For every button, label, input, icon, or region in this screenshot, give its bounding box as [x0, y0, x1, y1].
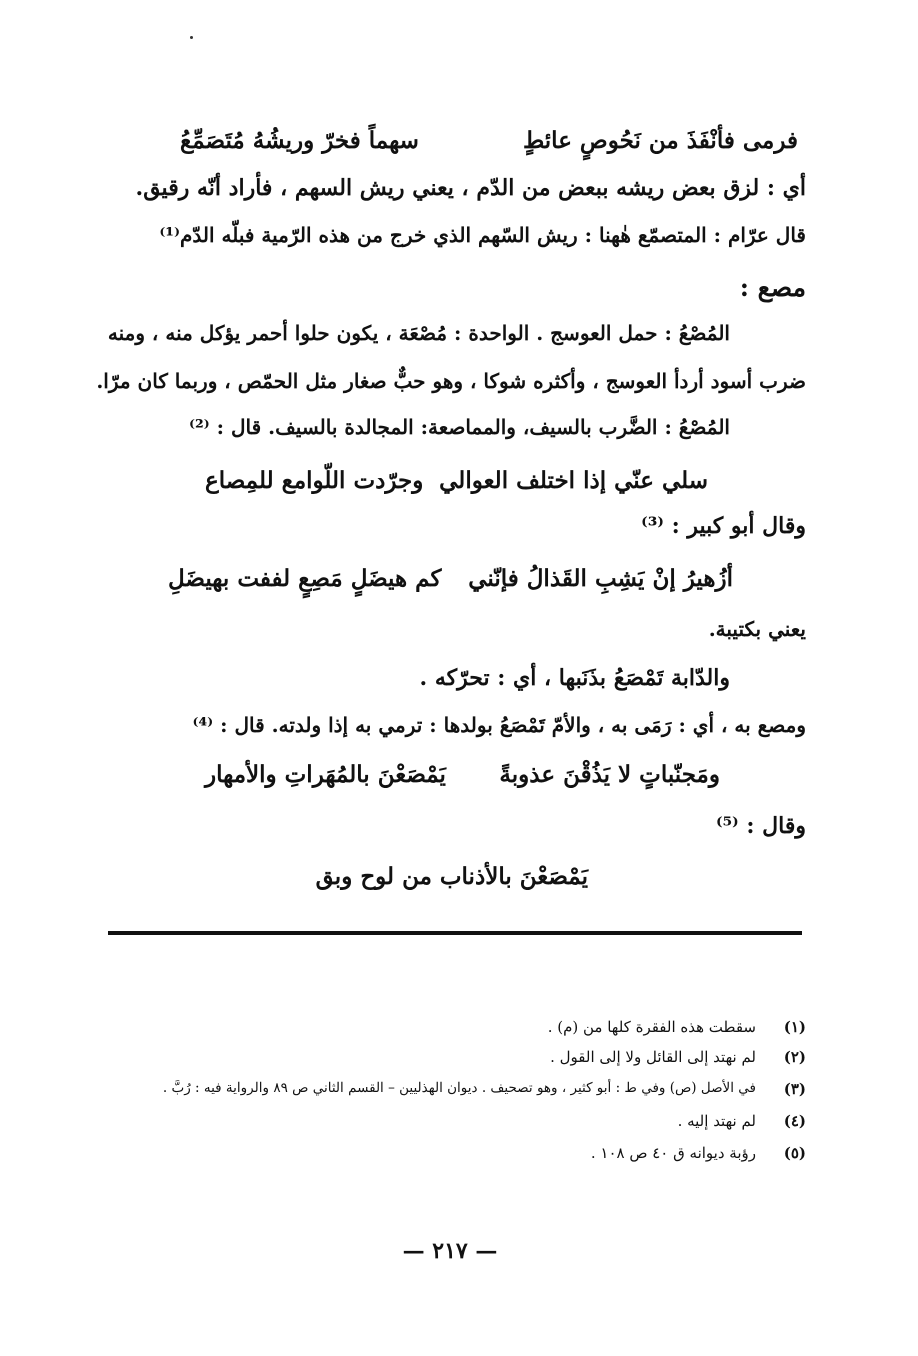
verse-3-second-hemistich: كم هيضَلٍ مَصِعٍ لففت بهيضَلِ — [168, 565, 442, 592]
verse-3-first-hemistich: أزُهيرُ إنْ يَشِبِ القَذالُ فإنّني — [468, 565, 733, 592]
footnote-number: (٤) — [783, 1112, 806, 1130]
verse-4-second-hemistich: يَمْصَعْنَ بالمُهَراتِ والأمهار — [205, 761, 446, 788]
footnote-text: لم نهتد إليه . — [677, 1112, 756, 1130]
text-line: ومصع به ، أي : رَمَى به ، والأمّ تَمْصَعُ بولدها : ترمي به إذا ولدته. قال : ⁽⁴⁾ — [192, 713, 806, 737]
footnote-text: لم نهتد إلى القائل ولا إلى القول . — [550, 1048, 756, 1066]
verse-5: يَمْصَعْنَ بالأذناب من لوح وبق — [315, 863, 588, 890]
verse-4-first-hemistich: ومَجنّباتٍ لا يَذُقْنَ عذوبةً — [499, 761, 720, 788]
footnote-number: (١) — [783, 1018, 806, 1036]
verse-1-second-hemistich: سهماً فخرّ وريشُهُ مُتَصَمِّعُ — [180, 127, 419, 154]
footnote-text: رؤبة ديوانه ق ٤٠ ص ١٠٨ . — [590, 1144, 756, 1162]
text-line: وقال أبو كبير : ⁽³⁾ — [641, 513, 806, 539]
entry-heading: مصع : — [739, 273, 806, 302]
text-line: المُصْعُ : حمل العوسج . الواحدة : مُصْعَة ، يكون حلوا أحمر يؤكل منه ، ومنه — [107, 321, 730, 345]
footnote-separator — [108, 931, 802, 935]
footnote-number: (٣) — [783, 1080, 806, 1098]
footnote-text: سقطت هذه الفقرة كلها من (م) . — [547, 1018, 756, 1036]
footnote-text: في الأصل (ص) وفي ط : أبو كثير ، وهو تصحيف . ديوان الهذليين – القسم الثاني ص ٨٩ والرواية فيه : رُبَّ . — [162, 1080, 756, 1096]
footnote-number: (٥) — [783, 1144, 806, 1162]
verse-1-first-hemistich: فرمى فأنْفَذَ من نَحُوصٍ عائطٍ — [522, 127, 798, 154]
speck — [190, 36, 193, 39]
text-line: والدّابة تَمْصَعُ بذَنَبها ، أي : تحرّكه . — [419, 665, 730, 691]
text-line: المُصْعُ : الضَّرب بالسيف، والمماصعة: المجالدة بالسيف. قال : ⁽²⁾ — [188, 415, 730, 439]
text-line: ضرب أسود أردأ العوسج ، وأكثره شوكا ، وهو حبٌّ صغار مثل الحمّص ، وربما كان مرّا. — [96, 369, 806, 393]
verse-2-first-hemistich: سلي عنّي إذا اختلف العوالي — [439, 467, 708, 494]
footnote-number: (٢) — [783, 1048, 806, 1066]
verse-2-second-hemistich: وجرّدت اللّوامع للمِصاع — [205, 467, 424, 494]
text-line: وقال : ⁽⁵⁾ — [715, 813, 806, 839]
text-line: يعني بكتيبة. — [708, 617, 806, 641]
page-number: — ٢١٧ — — [402, 1238, 498, 1264]
text-line: أي : لزق بعض ريشه ببعض من الدّم ، يعني ريش السهم ، فأراد أنّه رقيق. — [135, 175, 806, 201]
text-line: قال عرّام : المتصمّع هٰهنا : ريش السّهم الذي خرج من هذه الرّمية فبلّه الدّم⁽¹⁾ — [159, 223, 806, 247]
